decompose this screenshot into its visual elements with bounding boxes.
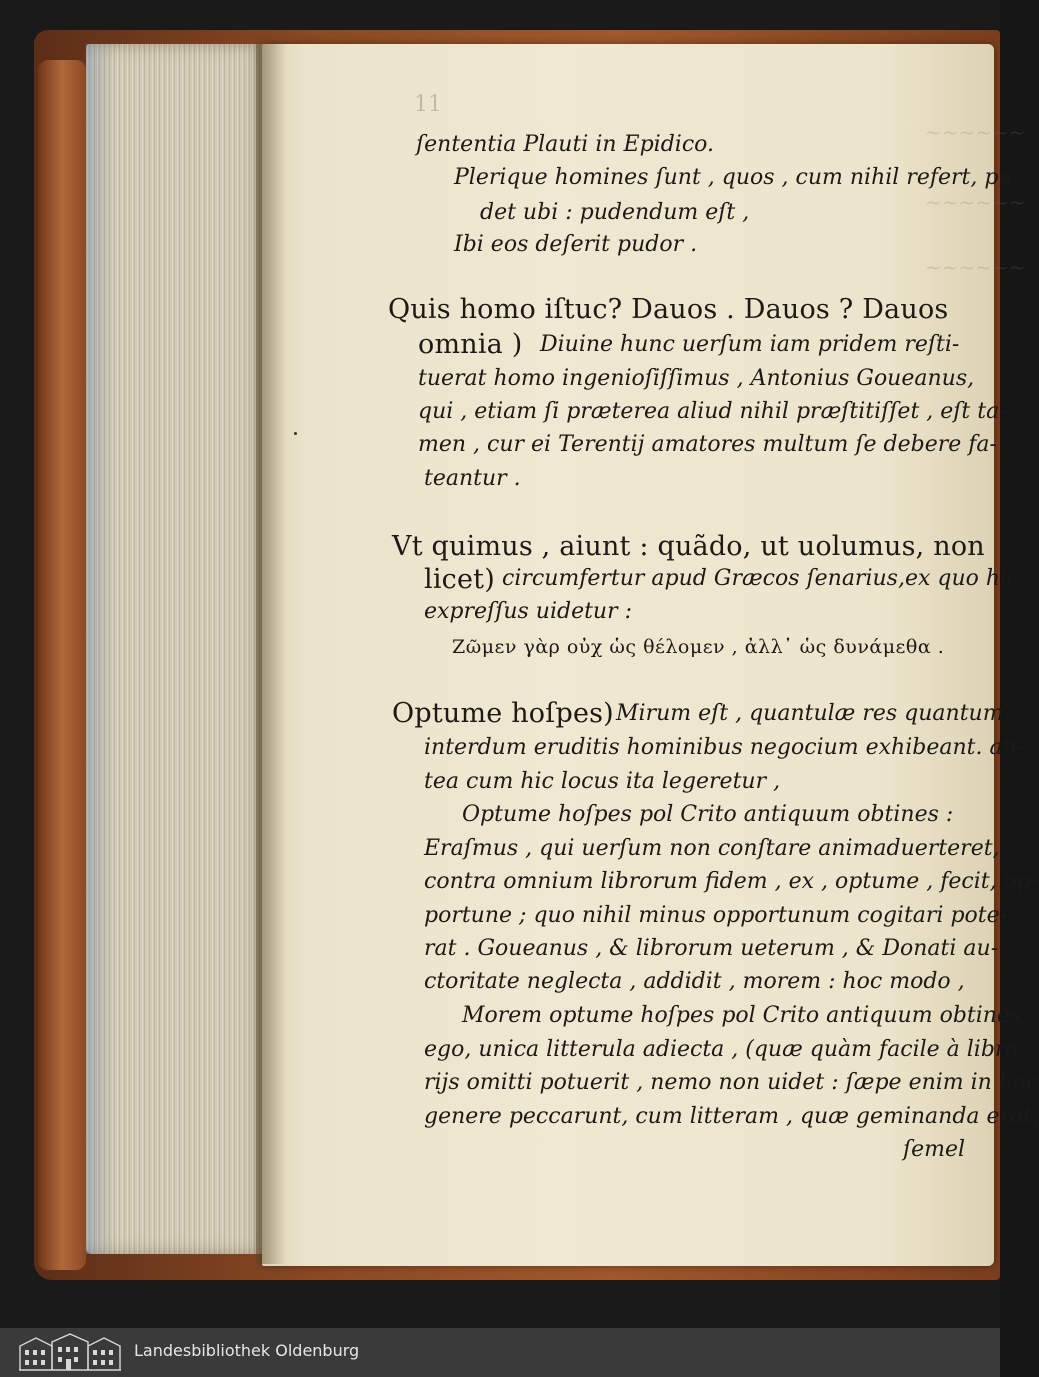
text-line: men , cur ei Terentij amatores multum ſe debere fa- (418, 432, 997, 457)
text-line: Mirum eſt , quantulæ res quantum (616, 701, 1004, 726)
text-line: Optume hoſpes pol Crito antiquum obtines : (462, 802, 954, 827)
lemma-heading: licet) (424, 564, 495, 595)
lemma-heading: omnia ) (418, 329, 523, 360)
text-line: ctoritate neglecta , addidit , morem : hoc modo , (424, 969, 965, 994)
footer-bar (0, 1328, 1000, 1377)
text-line: Plerique homines ſunt , quos , cum nihil refert, pu- (454, 165, 1021, 190)
text-line: interdum eruditis hominibus negocium exhibeant. an- (424, 735, 1025, 760)
text-line: rijs omitti potuerit , nemo non uidet : ſæpe enim in hoc (424, 1070, 1039, 1095)
text-line: circumfertur apud Græcos ſenarius,ex quo hic (502, 566, 1020, 591)
show-through-text: ~~~~~~ (925, 255, 1026, 279)
text-line: Eraſmus , qui uerſum non conſtare animaduerteret, (424, 836, 1000, 861)
text-line: contra omnium librorum fidem , ex , optume , fecit, op- (424, 869, 1039, 894)
text-line: rat . Goueanus , & librorum ueterum , & Donati au- (424, 936, 999, 961)
page-number: 11 (414, 92, 442, 117)
library-building-icon (18, 1332, 122, 1372)
text-line: Ibi eos deſerit pudor . (454, 232, 698, 257)
text-line: Diuine hunc uerſum iam pridem reſti- (540, 332, 960, 357)
lemma-heading: Optume hoſpes) (392, 698, 614, 729)
ink-speck (294, 432, 297, 435)
text-line: qui , etiam ſi præterea aliud nihil præſtitiſſet , eſt ta- (418, 399, 1007, 424)
text-line: Morem optume hoſpes pol Crito antiquum obtines. (462, 1003, 1029, 1028)
page-stack-shadow (86, 44, 116, 1254)
text-line: tuerat homo ingenioſiſſimus , Antonius Goueanus, (418, 366, 975, 391)
catchword: ſemel (903, 1137, 966, 1162)
text-line: ego, unica litterula adiecta , (quæ quàm facile à libra- (424, 1037, 1026, 1062)
library-name: Landesbibliothek Oldenburg (134, 1341, 360, 1360)
page-gutter-shadow (256, 44, 286, 1264)
cover-spine-edge (38, 60, 86, 1270)
show-through-text: ~~~~~~ (925, 120, 1026, 144)
text-line: ſententia Plauti in Epidico. (416, 132, 715, 157)
show-through-text: ~~~~~~ (925, 190, 1026, 214)
greek-verse: Ζῶμεν γὰρ οὐχ ὡς θέλομεν , ἀλλ᾽ ὡς δυνάμεθα . (452, 636, 945, 658)
text-line: expreſſus uidetur : (424, 599, 633, 624)
lemma-heading: Quis homo iſtuc? Dauos . Dauos ? Dauos (388, 294, 949, 325)
text-line: genere peccarunt, cum litteram , quæ geminanda erat, (424, 1104, 1039, 1129)
lemma-heading: Vt quimus , aiunt : quãdo, ut uolumus, non (392, 531, 985, 562)
text-line: teantur . (424, 466, 521, 491)
text-line: tea cum hic locus ita legeretur , (424, 769, 781, 794)
text-line: portune ; quo nihil minus opportunum cogitari pote- (424, 903, 1008, 928)
text-line: det ubi : pudendum eſt , (480, 200, 750, 225)
